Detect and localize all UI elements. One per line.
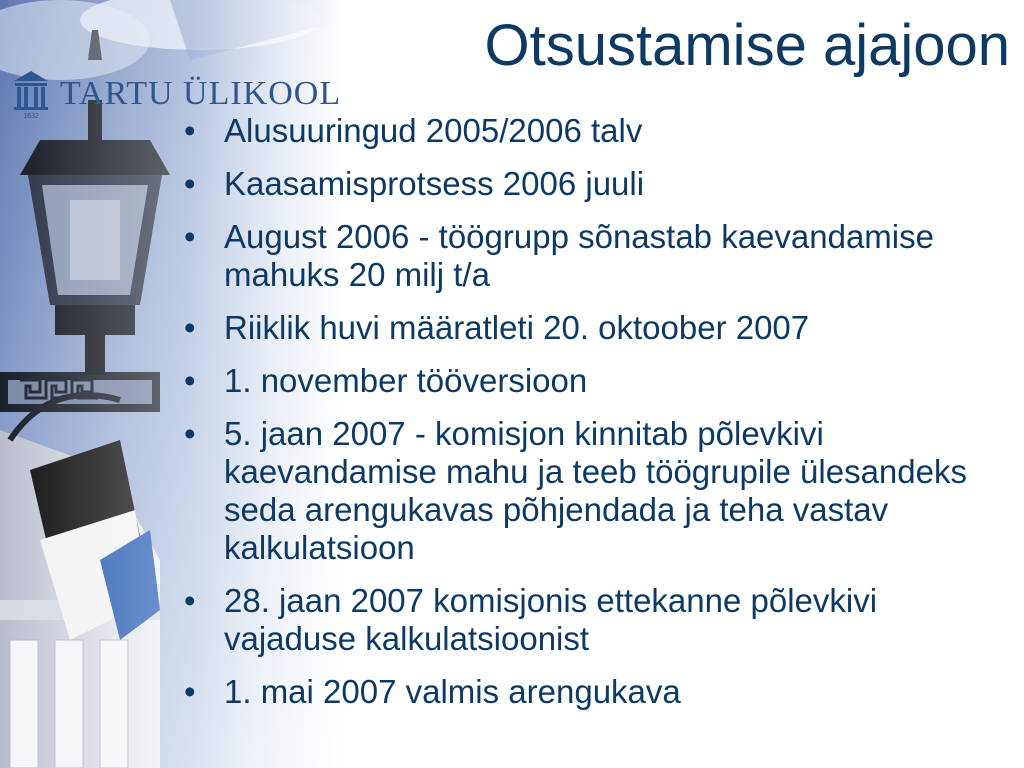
slide-title: Otsustamise ajajoon [484,13,1010,78]
bullet-item [182,673,1018,711]
bullet-dot-icon: • [184,673,196,710]
bullet-dot-icon: • [184,309,196,346]
bullet-text: Alusuuringud 2005/2006 talv [224,112,643,149]
bullet-item [182,582,1018,658]
university-building-icon [12,69,50,119]
bullet-dot-icon: • [184,362,196,399]
bullet-dot-icon: • [184,112,196,149]
bullet-text: 1. mai 2007 valmis arengukava [224,673,681,710]
bullet-item [182,362,1018,400]
bullet-text: 1. november tööversioon [224,362,588,399]
bullet-text: 28. jaan 2007 komisjonis ettekanne põlevkivi vajaduse kalkulatsioonist [224,582,878,657]
bullet-list [182,112,1018,726]
bullet-item [182,415,1018,567]
bullet-item [182,112,1018,150]
bullet-text: Kaasamisprotsess 2006 juuli [224,165,645,202]
university-name: TARTU ÜLIKOOL [60,75,342,112]
bullet-dot-icon: • [184,218,196,255]
bullet-dot-icon: • [184,415,196,452]
bullet-dot-icon: • [184,582,196,619]
bullet-item [182,165,1018,203]
bullet-dot-icon: • [184,165,196,202]
bullet-text: August 2006 - töögrupp sõnastab kaevandamise mahuks 20 milj t/a [224,218,934,293]
bullet-text: 5. jaan 2007 - komisjon kinnitab põlevkivi kaevandamise mahu ja teeb töögrupile ülesandeks seda arengukavas põhjendada ja teha vastav kalkulatsioon [224,415,967,566]
bullet-item [182,218,1018,294]
bullet-text: Riiklik huvi määratleti 20. oktoober 2007 [224,309,810,346]
logo-year: 1632 [23,113,39,119]
bullet-item [182,309,1018,347]
